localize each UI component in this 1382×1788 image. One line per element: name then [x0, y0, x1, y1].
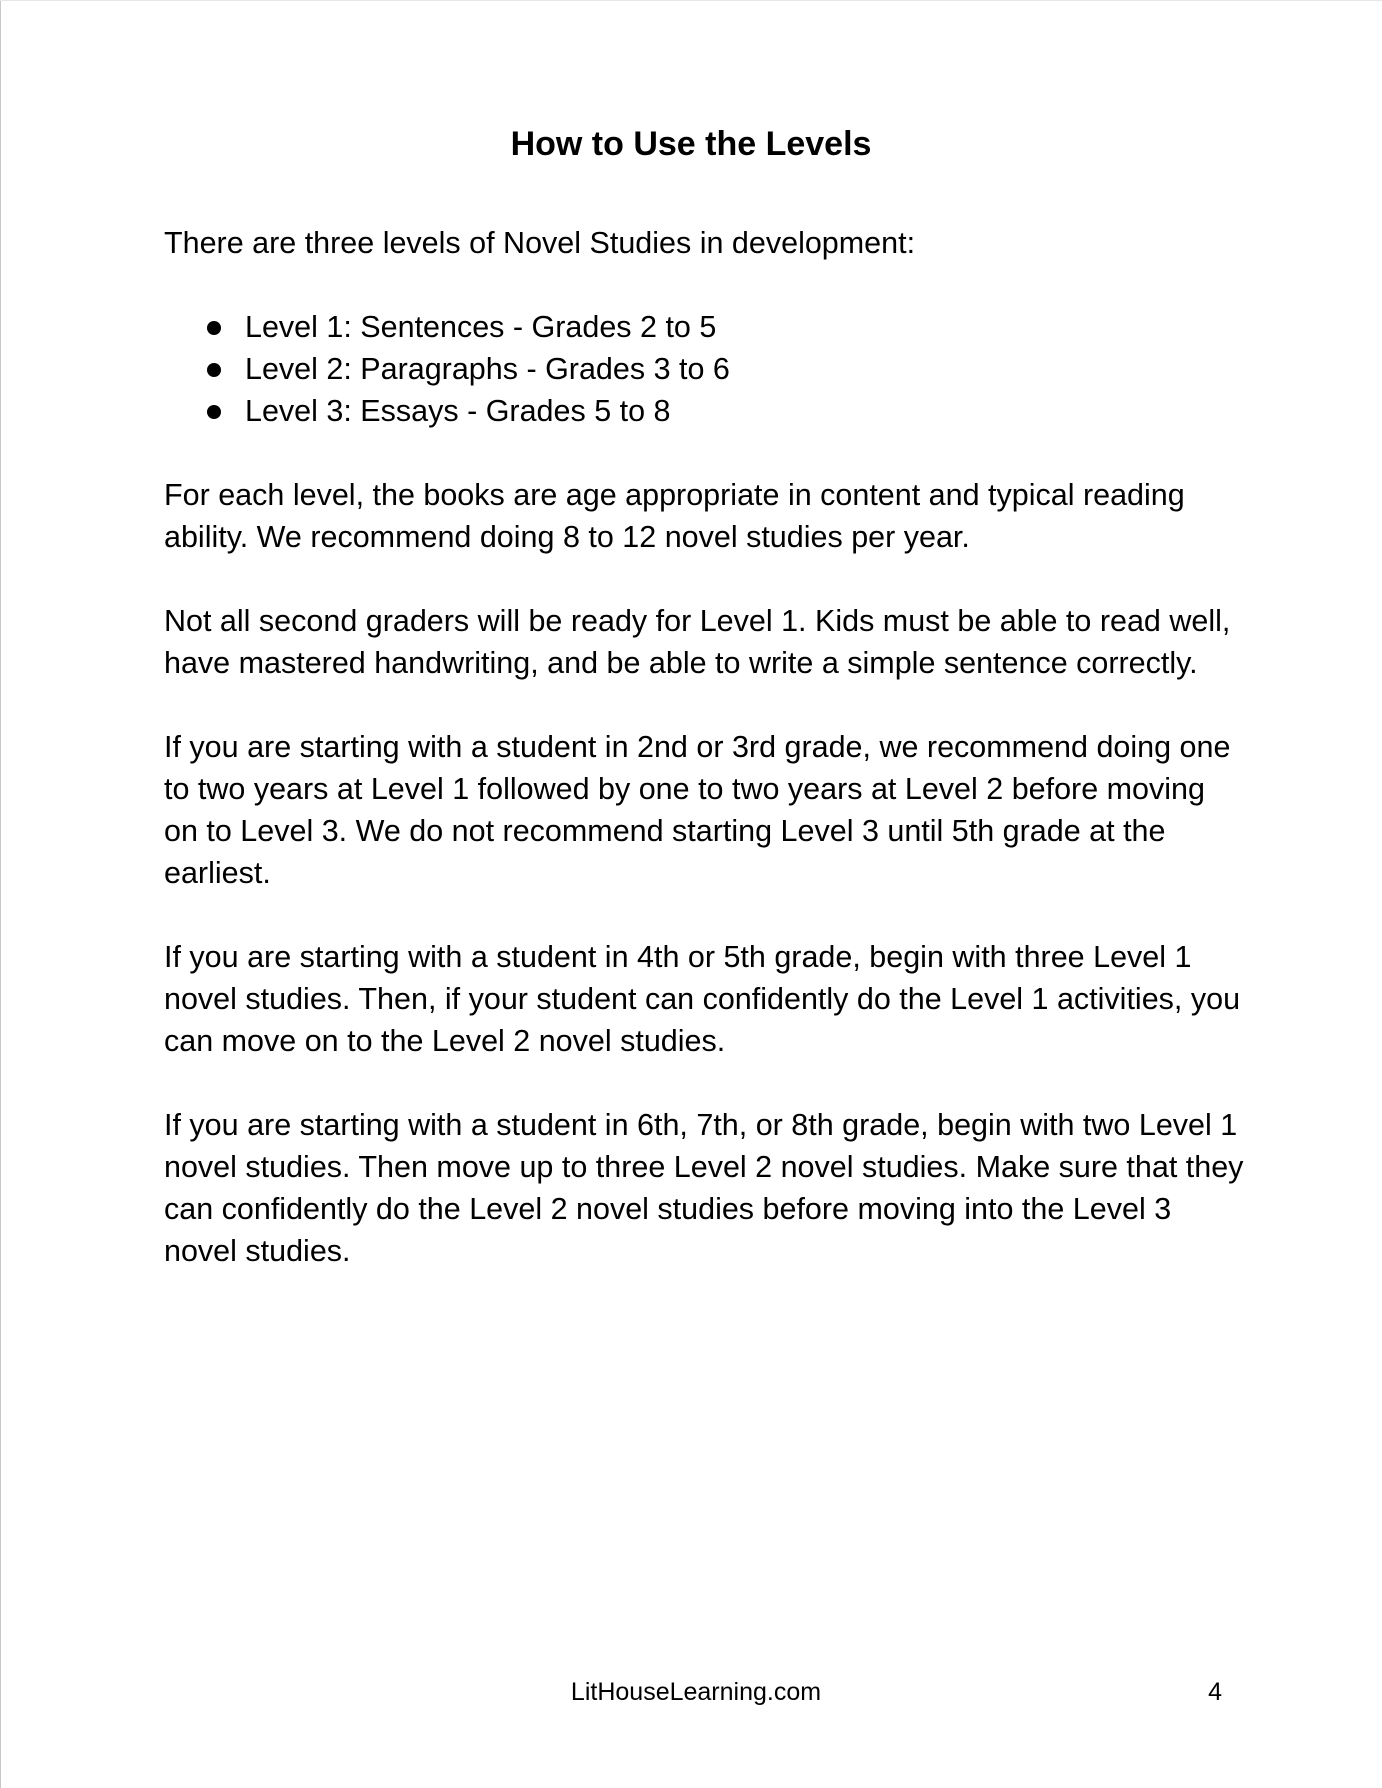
sixth-eighth-grade-paragraph: If you are starting with a student in 6th, 7th, or 8th grade, begin with two Level 1 novel studies. Then move up to three Level 2 novel studies. Make sure that they can confidently do the Level 2 novel studies before moving into the Level 3 novel studies.: [164, 1108, 1244, 1268]
level-label: Level 2: Paragraphs - Grades 3 to 6: [245, 352, 730, 386]
level-list-item: [164, 390, 1244, 432]
level-label: Level 1: Sentences - Grades 2 to 5: [245, 310, 717, 344]
intro-paragraph: There are three levels of Novel Studies in development:: [164, 226, 916, 260]
bullet-icon: [207, 321, 221, 335]
level-list-item: [164, 306, 1244, 348]
page-title: How to Use the Levels: [510, 125, 872, 163]
level-label: Level 3: Essays - Grades 5 to 8: [245, 394, 671, 428]
recommendation-paragraph: For each level, the books are age appropriate in content and typical reading ability. We recommend doing 8 to 12 novel studies per year.: [164, 478, 1185, 554]
second-third-grade-paragraph: If you are starting with a student in 2nd or 3rd grade, we recommend doing one to two years at Level 1 followed by one to two years at Level 2 before moving on to Level 3. We do not recommend starting Level 3 until 5th grade at the earliest.: [164, 730, 1231, 890]
fourth-fifth-grade-paragraph: If you are starting with a student in 4th or 5th grade, begin with three Level 1 novel studies. Then, if your student can confidently do the Level 1 activities, you can move on to the Level 2 novel studies.: [164, 940, 1241, 1058]
document-body: [164, 222, 1244, 1314]
page-top-edge: [0, 0, 1382, 1]
readiness-paragraph: Not all second graders will be ready for Level 1. Kids must be able to read well, have mastered handwriting, and be able to write a simple sentence correctly.: [164, 604, 1231, 680]
page-number: 4: [1208, 1678, 1222, 1706]
bullet-icon: [207, 363, 221, 377]
level-list-item: [164, 348, 1244, 390]
footer-website: LitHouseLearning.com: [570, 1678, 822, 1706]
levels-list: [164, 306, 1244, 432]
bullet-icon: [207, 405, 221, 419]
page-left-edge: [0, 0, 1, 1788]
